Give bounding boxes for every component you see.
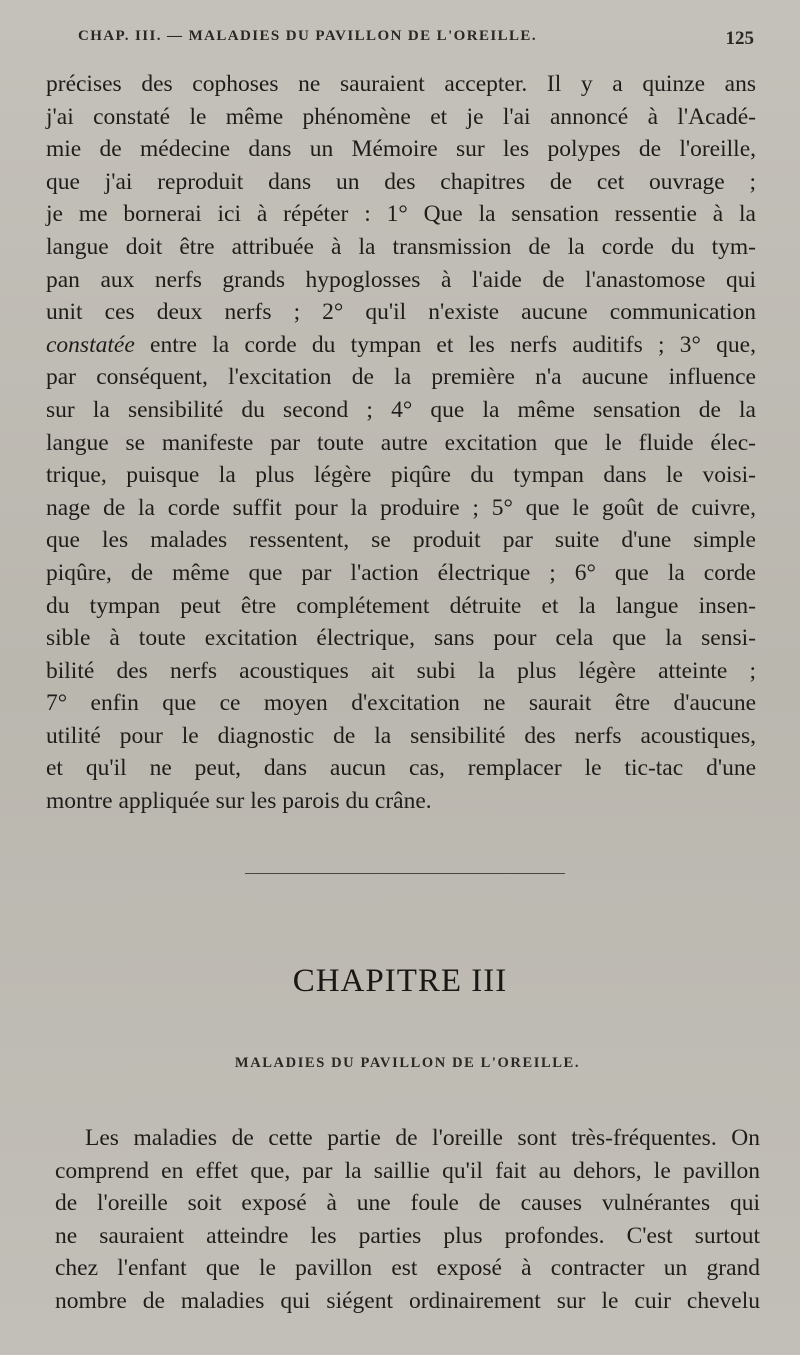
text-line: du tympan peut être complétement détruite et la langue insen- xyxy=(46,592,756,619)
text-line: piqûre, de même que par l'action électrique ; 6° que la corde xyxy=(46,559,756,586)
text-line: par conséquent, l'excitation de la première n'a aucune influence xyxy=(46,364,756,391)
text-line: trique, puisque la plus légère piqûre du tympan dans le voisi- xyxy=(46,462,756,489)
page-number: 125 xyxy=(725,28,754,49)
text-line: et qu'il ne peut, dans aucun cas, remplacer le tic-tac d'une xyxy=(46,755,756,782)
running-head-chapter-label: CHAP. III. xyxy=(78,28,162,44)
text-line: pan aux nerfs grands hypoglosses à l'aide de l'anastomose qui xyxy=(46,266,756,293)
text-line: Les maladies de cette partie de l'oreille sont très-fréquentes. On xyxy=(85,1125,760,1151)
chapter-subtitle: MALADIES DU PAVILLON DE L'OREILLE. xyxy=(234,1055,581,1071)
text-line: langue doit être attribuée à la transmission de la corde du tym- xyxy=(46,233,756,260)
text-line: mie de médecine dans un Mémoire sur les polypes de l'oreille, xyxy=(46,136,756,163)
running-head-chapter xyxy=(78,28,537,50)
text-line: précises des cophoses ne sauraient accepter. Il y a quinze ans xyxy=(46,71,756,97)
section-divider xyxy=(245,873,565,874)
text-line: utilité pour le diagnostic de la sensibilité des nerfs acoustiques, xyxy=(46,722,756,749)
text-line: chez l'enfant que le pavillon est exposé à contracter un grand xyxy=(55,1255,760,1282)
text-line: que les malades ressentent, se produit par suite d'une simple xyxy=(46,527,756,554)
text-line: 7° enfin que ce moyen d'excitation ne saurait être d'aucune xyxy=(46,690,756,717)
text-line-rest: entre la corde du tympan et les nerfs auditifs ; 3° que, xyxy=(134,331,756,358)
text-line: langue se manifeste par toute autre excitation que le fluide élec- xyxy=(46,429,756,456)
text-line: bilité des nerfs acoustiques ait subi la plus légère atteinte ; xyxy=(46,657,756,684)
text-line: que j'ai reproduit dans un des chapitres de cet ouvrage ; xyxy=(46,168,756,195)
text-line: sible à toute excitation électrique, sans pour cela que la sensi- xyxy=(46,625,756,652)
text-line: montre appliquée sur les parois du crâne. xyxy=(46,788,432,815)
text-line: nombre de maladies qui siégent ordinairement sur le cuir chevelu xyxy=(55,1287,760,1314)
running-head-dash: — xyxy=(167,28,184,44)
running-head xyxy=(78,28,754,50)
text-line: de l'oreille soit exposé à une foule de causes vulnérantes qui xyxy=(55,1190,760,1217)
text-line: sur la sensibilité du second ; 4° que la même sensation de la xyxy=(46,396,756,423)
chapter-title: CHAPITRE III xyxy=(292,963,508,999)
running-head-title: MALADIES DU PAVILLON DE L'OREILLE. xyxy=(188,28,537,44)
upper-paragraph xyxy=(46,68,756,818)
italic-word: constatée xyxy=(46,331,135,358)
text-line: j'ai constaté le même phénomène et je l'ai annoncé à l'Acadé- xyxy=(46,103,756,130)
text-line: comprend en effet que, par la saillie qu'il fait au dehors, le pavillon xyxy=(55,1157,760,1184)
text-line xyxy=(46,329,756,362)
text-line: je me bornerai ici à répéter : 1° Que la sensation ressentie à la xyxy=(46,201,756,228)
text-line: nage de la corde suffit pour la produire ; 5° que le goût de cuivre, xyxy=(46,494,756,521)
text-line: unit ces deux nerfs ; 2° qu'il n'existe aucune communication xyxy=(46,299,756,326)
lower-paragraph xyxy=(55,1122,760,1318)
text-line: ne sauraient atteindre les parties plus profondes. C'est surtout xyxy=(55,1222,760,1249)
